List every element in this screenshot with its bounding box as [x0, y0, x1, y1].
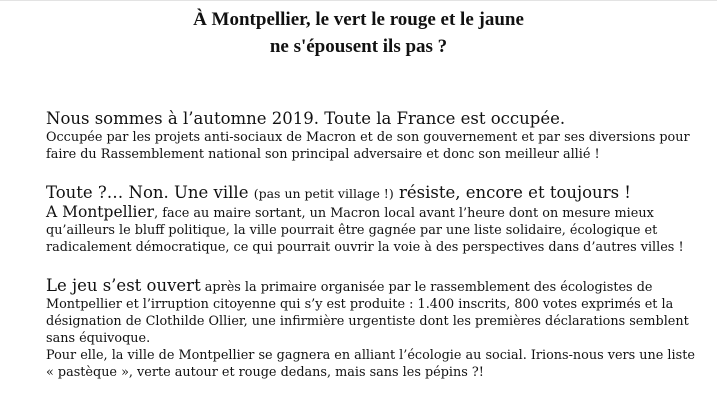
paragraph-autumn	[46, 109, 697, 163]
paragraph-body-2: Pour elle, la ville de Montpellier se gagnera en alliant l’écologie au social. Irions-nous vers une liste « pastèque », verte autour et rouge dedans, mais sans les pépins ?!	[46, 348, 695, 380]
paragraph-body	[46, 204, 697, 256]
body-lead: Le jeu s’est ouvert	[46, 276, 201, 295]
title-line-2: ne s'épousent ils pas ?	[269, 36, 448, 57]
body-lead: A Montpellier	[46, 203, 155, 221]
body-text: , face au maire sortant, un Macron local avant l’heure dont on mesure mieux qu’ailleurs le bluff politique, la ville pourrait être gagnée par une liste solidaire, écologique et radicalement démocratique, ce qui pourrait ouvrir la voie à des perspectives dans d’autres villes !	[46, 206, 684, 255]
lead-text-b: résiste, encore et toujours !	[398, 183, 631, 202]
top-divider	[0, 0, 717, 1]
paragraph-body: Occupée par les projets anti-sociaux de Macron et de son gouvernement et par ses diversions pour faire du Rassemblement national son principal adversaire et donc son meilleur allié !	[46, 130, 690, 162]
lead-text-a: Toute ?… Non. Une ville	[46, 183, 249, 202]
paragraph-primary	[46, 276, 697, 381]
body-text: après la primaire organisée par le rassemblement des écologistes de Montpellier et l’irruption citoyenne qui s’y est produite : 1.400 inscrits, 800 votes exprimés et la désignation de Clothilde Ollier, une infirmière urgentiste dont les premières déclarations semblent sans équivoque.	[46, 280, 689, 346]
lead-aside: (pas un petit village !)	[253, 186, 394, 201]
paragraph-lead: Nous sommes à l’automne 2019. Toute la France est occupée.	[46, 109, 566, 128]
document-title	[0, 6, 717, 60]
paragraph-lead	[46, 183, 697, 204]
title-line-1: À Montpellier, le vert le rouge et le jaune	[193, 9, 524, 30]
paragraph-resistance	[46, 183, 697, 256]
paragraph-body	[46, 276, 697, 347]
